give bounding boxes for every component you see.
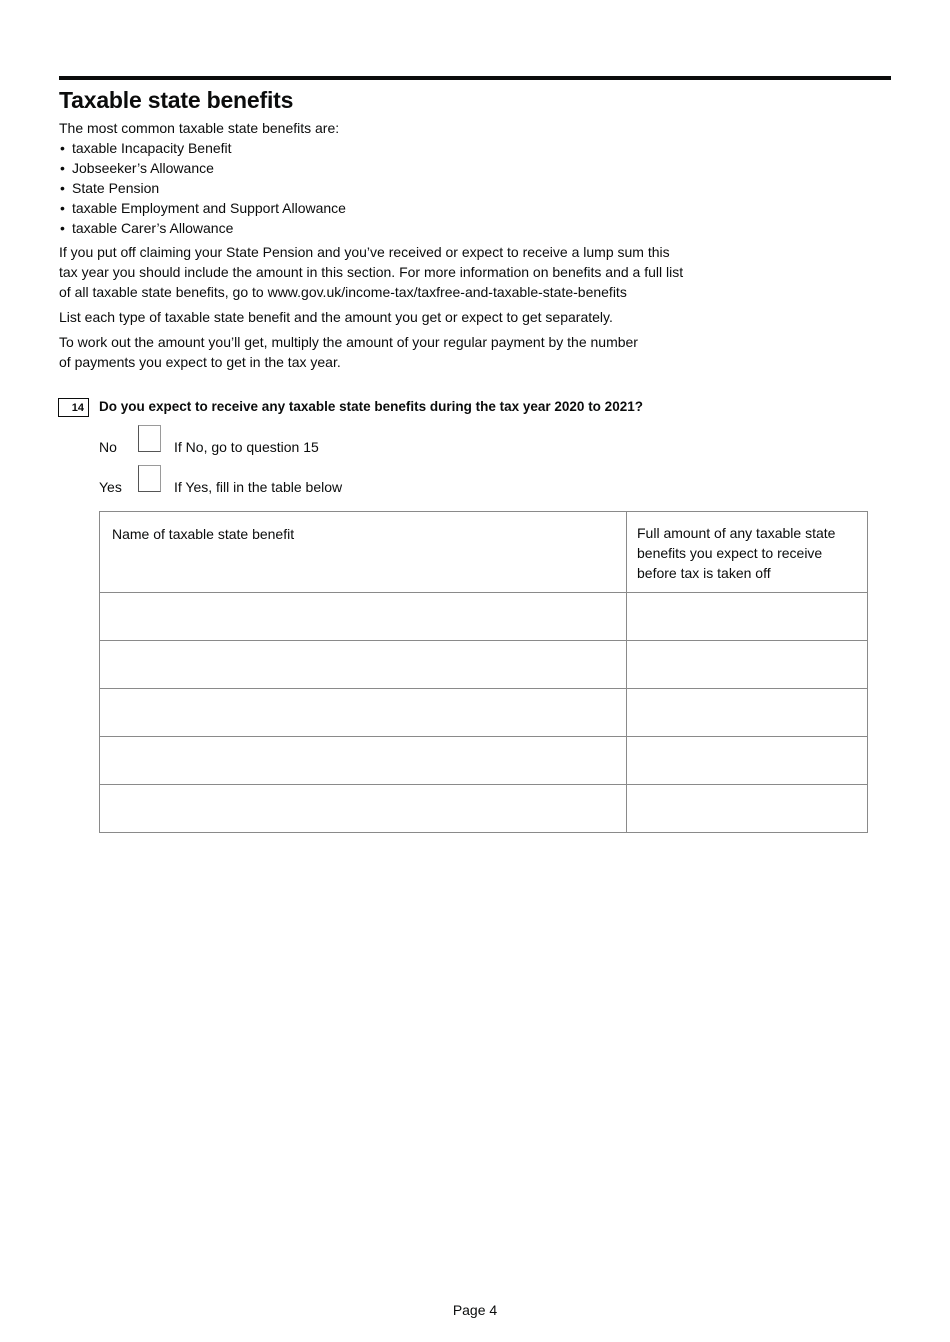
yes-option-hint: If Yes, fill in the table below [174,479,343,495]
bullet-icon: • [60,200,65,216]
bullet-icon: • [60,160,65,176]
no-option-hint: If No, go to question 15 [174,439,319,455]
list-instruction-paragraph: List each type of taxable state benefit and the amount you get or expect to get separately. [59,309,613,325]
no-option-label: No [99,439,117,455]
list-item: • State Pension [60,180,160,196]
benefit-amount-cell[interactable] [627,785,868,833]
benefit-name-cell[interactable] [100,737,627,785]
page-title: Taxable state benefits [59,87,294,113]
list-item: • taxable Incapacity Benefit [60,140,232,156]
table-row [100,689,868,737]
benefit-name-cell[interactable] [100,689,627,737]
pension-lump-sum-paragraph: If you put off claiming your State Pension and you’ve received or expect to receive a lump sum this tax year you should include the amount in this section. For more information on benefits and a full list of all taxable state benefits, go to www.gov.uk/income-tax/taxfree-and-taxable-state-benefits [59,244,684,300]
yes-checkbox[interactable] [138,465,161,492]
no-checkbox[interactable] [138,425,161,452]
list-item: • taxable Carer’s Allowance [60,220,234,236]
benefit-name-cell[interactable] [100,641,627,689]
list-item: • taxable Employment and Support Allowance [60,200,346,216]
table-row [100,593,868,641]
table-header-row [100,512,868,593]
table-row [100,737,868,785]
question-text: Do you expect to receive any taxable state benefits during the tax year 2020 to 2021? [99,399,643,414]
bullet-icon: • [60,140,65,156]
benefit-amount-cell[interactable] [627,689,868,737]
list-item: • Jobseeker’s Allowance [60,160,214,176]
section-top-rule [59,76,891,80]
column-header-benefit-name: Name of taxable state benefit [100,512,627,593]
calculation-paragraph: To work out the amount you’ll get, multiply the amount of your regular payment by the number of payments you expect to get in the tax year. [59,334,638,370]
table-row [100,641,868,689]
question-number-box: 14 [58,398,89,417]
bullet-icon: • [60,180,65,196]
benefit-amount-cell[interactable] [627,641,868,689]
benefit-name-cell[interactable] [100,593,627,641]
benefit-amount-cell[interactable] [627,737,868,785]
benefit-name-cell[interactable] [100,785,627,833]
table-row [100,785,868,833]
bullet-icon: • [60,220,65,236]
column-header-amount: Full amount of any taxable state benefits you expect to receive before tax is taken off [627,512,868,593]
benefit-amount-cell[interactable] [627,593,868,641]
benefits-table [99,511,868,833]
yes-option-label: Yes [99,479,122,495]
page-number: Page 4 [452,1302,498,1318]
benefit-bullet-list [59,138,346,238]
intro-text: The most common taxable state benefits are: [59,120,340,136]
